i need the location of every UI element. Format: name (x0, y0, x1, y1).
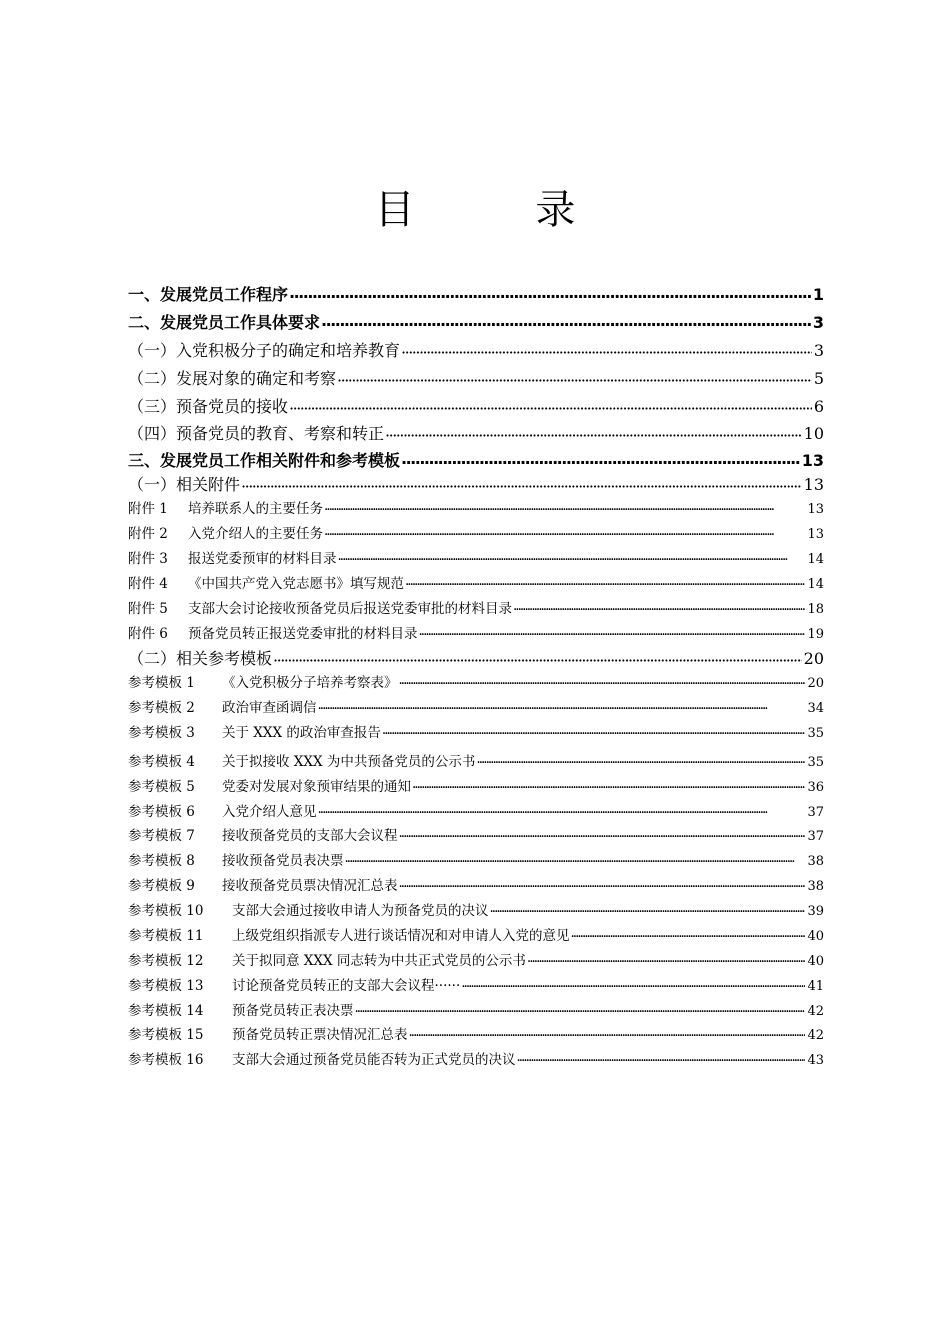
toc-entry-page-number: 1 (812, 285, 824, 304)
toc-entry-text: 支部大会通过接收申请人为预备党员的决议 (232, 903, 489, 919)
toc-entry[interactable] (128, 366, 824, 389)
toc-entry-text: 关于 XXX 的政治审查报告 (222, 725, 381, 741)
toc-entry-page-number: 35 (807, 755, 824, 770)
toc-entry-label (128, 547, 337, 567)
toc-entry[interactable] (128, 775, 824, 795)
dot-leader (337, 547, 806, 567)
toc-entry[interactable] (128, 421, 824, 444)
toc-entry-text: 支部大会通过预备党员能否转为正式党员的决议 (232, 1052, 516, 1068)
toc-entry-text: 接收预备党员票决情况汇总表 (222, 878, 398, 894)
toc-entry-label (128, 874, 398, 894)
toc-entry-label (128, 999, 354, 1019)
dot-leader (512, 597, 805, 617)
dot-leader (570, 924, 806, 944)
toc-entry-text: 入党介绍人的主要任务 (188, 526, 323, 542)
toc-entry[interactable] (128, 522, 824, 542)
toc-entry[interactable] (128, 999, 824, 1019)
toc-entry-number: 参考模板 1 (128, 675, 195, 691)
toc-entry-number: 参考模板 11 (128, 928, 204, 944)
toc-entry-number: 参考模板 8 (128, 853, 195, 869)
dot-leader (400, 338, 812, 361)
toc-entry[interactable] (128, 282, 824, 305)
toc-entry-label (128, 775, 411, 795)
toc-entry-number: 附件 4 (128, 576, 168, 592)
dot-leader (398, 671, 806, 691)
toc-entry-text: 支部大会讨论接收预备党员后报送党委审批的材料目录 (188, 601, 512, 617)
toc-entry-number: 附件 1 (128, 501, 168, 517)
dot-leader (344, 849, 806, 869)
toc-entry-text: 预备党员转正报送党委审批的材料目录 (188, 626, 418, 642)
toc-entry-label (128, 522, 323, 542)
toc-entry[interactable] (128, 899, 824, 919)
dot-leader (336, 366, 812, 389)
toc-entry-page-number: 10 (803, 424, 824, 443)
toc-entry[interactable] (128, 800, 824, 820)
dot-leader (418, 622, 806, 642)
toc-entry-page-number: 14 (807, 577, 824, 592)
dot-leader (323, 497, 805, 517)
toc-entry-label (128, 497, 323, 517)
dot-leader (323, 522, 805, 542)
toc-entry-number: 附件 6 (128, 626, 168, 642)
toc-entry-number: 参考模板 6 (128, 804, 195, 820)
dot-leader (411, 775, 805, 795)
toc-entry-text: 预备党员转正表决票 (232, 1003, 354, 1019)
toc-entry-number: 参考模板 10 (128, 903, 204, 919)
toc-entry-number: 参考模板 7 (128, 828, 195, 844)
toc-entry-label: 一、发展党员工作程序 (128, 285, 289, 304)
toc-entry-page-number: 34 (807, 701, 824, 716)
toc-entry[interactable] (128, 671, 824, 691)
toc-entry[interactable] (128, 572, 824, 592)
toc-entry-page-number: 40 (807, 954, 824, 969)
toc-entry-label (128, 721, 381, 741)
toc-entry-label (128, 671, 398, 691)
toc-entry-label (128, 696, 317, 716)
dot-leader (288, 394, 812, 417)
toc-entry-number: 参考模板 16 (128, 1052, 204, 1068)
toc-entry-label (128, 924, 570, 944)
toc-entry-label: （二）相关参考模板 (128, 649, 273, 668)
dot-leader (354, 999, 806, 1019)
dot-leader (398, 874, 806, 894)
toc-entry[interactable] (128, 696, 824, 716)
dot-leader (384, 421, 802, 444)
toc-entry-text: 关于拟同意 XXX 同志转为中共正式党员的公示书 (232, 953, 526, 969)
toc-entry-label (128, 974, 460, 994)
toc-entry-label: （四）预备党员的教育、考察和转正 (128, 424, 385, 443)
dot-leader (475, 750, 805, 770)
toc-entry-label: 三、发展党员工作相关附件和参考模板 (128, 451, 401, 470)
dot-leader (288, 282, 811, 305)
toc-entry-text: 接收预备党员的支部大会议程 (222, 828, 398, 844)
toc-entry-label (128, 899, 489, 919)
toc-entry-page-number: 6 (813, 397, 824, 416)
toc-entry-page-number: 43 (807, 1053, 824, 1068)
toc-entry-text: 报送党委预审的材料目录 (188, 551, 337, 567)
toc-entry-number: 附件 5 (128, 601, 168, 617)
toc-entry[interactable] (128, 310, 824, 333)
toc-entry-page-number: 37 (807, 829, 824, 844)
toc-entry-number: 参考模板 13 (128, 978, 204, 994)
toc-entry-label (128, 597, 512, 617)
toc-entry[interactable] (128, 750, 824, 770)
toc-entry-label (128, 622, 418, 642)
dot-leader (272, 646, 802, 669)
toc-entry-page-number: 5 (813, 369, 824, 388)
toc-entry-page-number: 42 (807, 1004, 824, 1019)
toc-entry-page-number: 39 (807, 904, 824, 919)
toc-entry[interactable] (128, 394, 824, 417)
toc-entry-label (128, 800, 317, 820)
dot-leader (317, 800, 806, 820)
toc-entry-page-number: 18 (807, 602, 824, 617)
toc-entry-page-number: 3 (812, 313, 824, 332)
toc-entry[interactable] (128, 338, 824, 361)
toc-entry-page-number: 13 (801, 451, 824, 470)
toc-entry-page-number: 38 (807, 854, 824, 869)
toc-entry[interactable] (128, 472, 824, 495)
toc-entry-number: 参考模板 9 (128, 878, 195, 894)
toc-entry[interactable] (128, 949, 824, 969)
toc-entry-page-number: 41 (807, 979, 824, 994)
toc-entry-page-number: 13 (807, 502, 824, 517)
toc-entry-label (128, 750, 475, 770)
dot-leader (400, 448, 800, 471)
toc-entry[interactable] (128, 1023, 824, 1043)
toc-entry[interactable] (128, 622, 824, 642)
toc-entry-text: 《中国共产党入党志愿书》填写规范 (188, 576, 404, 592)
toc-entry[interactable] (128, 849, 824, 869)
dot-leader (460, 974, 805, 994)
toc-entry-page-number: 38 (807, 879, 824, 894)
toc-entry-text: 上级党组织指派专人进行谈话情况和对申请人入党的意见 (232, 928, 570, 944)
toc-entry-page-number: 13 (803, 475, 824, 494)
toc-entry-text: 党委对发展对象预审结果的通知 (222, 779, 411, 795)
toc-entry-text: 关于拟接收 XXX 为中共预备党员的公示书 (222, 754, 476, 770)
dot-leader (398, 824, 806, 844)
toc-entry-label (128, 849, 344, 869)
toc-entry-page-number: 14 (807, 552, 824, 567)
toc-entry-page-number: 13 (807, 527, 824, 542)
toc-entry-page-number: 20 (807, 676, 824, 691)
toc-entry-number: 附件 3 (128, 551, 168, 567)
toc-entry-label: （一）相关附件 (128, 475, 241, 494)
toc-entry-page-number: 36 (807, 780, 824, 795)
toc-entry-number: 参考模板 5 (128, 779, 195, 795)
toc-entry-label (128, 949, 526, 969)
toc-entry-page-number: 3 (813, 341, 824, 360)
toc-entry[interactable] (128, 547, 824, 567)
toc-entry-label: （二）发展对象的确定和考察 (128, 369, 337, 388)
toc-entry-number: 参考模板 15 (128, 1027, 204, 1043)
dot-leader (404, 572, 805, 592)
toc-entry[interactable] (128, 974, 824, 994)
toc-entry-text: 培养联系人的主要任务 (188, 501, 323, 517)
toc-entry-text: 入党介绍人意见 (222, 804, 317, 820)
toc-entry-number: 附件 2 (128, 526, 168, 542)
toc-entry-page-number: 40 (807, 929, 824, 944)
dot-leader (408, 1023, 806, 1043)
toc-entry-number: 参考模板 3 (128, 725, 195, 741)
toc-entry-label: （三）预备党员的接收 (128, 397, 289, 416)
toc-entry-number: 参考模板 2 (128, 700, 195, 716)
toc-entry-text: 政治审查函调信 (222, 700, 317, 716)
dot-leader (516, 1048, 806, 1068)
page-title: 目 录 (374, 187, 630, 233)
toc-entry[interactable] (128, 597, 824, 617)
toc-entry-number: 参考模板 12 (128, 953, 204, 969)
toc-entry-label (128, 824, 398, 844)
toc-entry-page-number: 35 (807, 726, 824, 741)
toc-entry-text: 预备党员转正票决情况汇总表 (232, 1027, 408, 1043)
toc-entry-page-number: 37 (807, 805, 824, 820)
toc-entry[interactable] (128, 646, 824, 669)
toc-entry-page-number: 19 (807, 627, 824, 642)
toc-entry-number: 参考模板 4 (128, 754, 195, 770)
toc-entry[interactable] (128, 824, 824, 844)
toc-entry-label (128, 1023, 408, 1043)
toc-entry-label (128, 572, 404, 592)
toc-entry[interactable] (128, 1048, 824, 1068)
dot-leader (381, 721, 806, 741)
dot-leader (489, 899, 806, 919)
toc-entry[interactable] (128, 924, 824, 944)
dot-leader (240, 472, 802, 495)
toc-entry-page-number: 20 (803, 649, 824, 668)
dot-leader (320, 310, 811, 333)
toc-entry[interactable] (128, 448, 824, 471)
dot-leader (317, 696, 806, 716)
toc-entry-text: 《入党积极分子培养考察表》 (222, 675, 398, 691)
toc-entry-label: （一）入党积极分子的确定和培养教育 (128, 341, 401, 360)
toc-entry-number: 参考模板 14 (128, 1003, 204, 1019)
toc-entry-label: 二、发展党员工作具体要求 (128, 313, 321, 332)
toc-entry[interactable] (128, 721, 824, 741)
toc-entry-text: 讨论预备党员转正的支部大会议程······ (232, 978, 461, 994)
toc-entry-label (128, 1048, 516, 1068)
dot-leader (526, 949, 806, 969)
toc-entry[interactable] (128, 874, 824, 894)
toc-entry[interactable] (128, 497, 824, 517)
toc-entry-text: 接收预备党员表决票 (222, 853, 344, 869)
toc-entry-page-number: 42 (807, 1028, 824, 1043)
